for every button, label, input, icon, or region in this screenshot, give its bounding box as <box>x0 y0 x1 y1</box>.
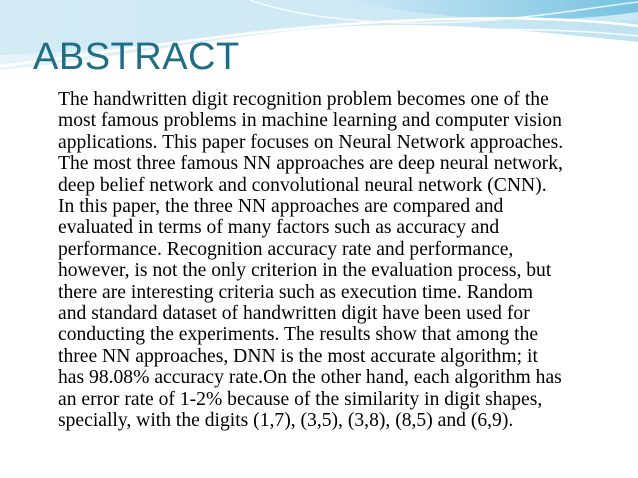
abstract-body <box>58 89 603 432</box>
abstract-line: The handwritten digit recognition problem becomes one of the <box>58 89 549 110</box>
abstract-line: has 98.08% accuracy rate.On the other hand, each algorithm has <box>58 367 562 389</box>
abstract-line: The most three famous NN approaches are deep neural network, <box>58 153 563 175</box>
abstract-line: there are interesting criteria such as execution time. Random <box>58 281 533 303</box>
abstract-line: most famous problems in machine learning and computer vision <box>58 110 562 132</box>
abstract-line: conducting the experiments. The results show that among the <box>58 324 539 346</box>
slide-title: ABSTRACT <box>33 36 240 78</box>
abstract-line: In this paper, the three NN approaches are compared and <box>58 196 504 218</box>
abstract-line: three NN approaches, DNN is the most accurate algorithm; it <box>58 345 538 367</box>
abstract-line: evaluated in terms of many factors such as accuracy and <box>58 217 500 239</box>
abstract-line: an error rate of 1-2% because of the similarity in digit shapes, <box>58 388 543 410</box>
abstract-line: performance. Recognition accuracy rate and performance, <box>58 238 514 260</box>
abstract-line: applications. This paper focuses on Neural Network approaches. <box>58 131 564 153</box>
abstract-line: however, is not the only criterion in the evaluation process, but <box>58 260 552 282</box>
abstract-line: and standard dataset of handwritten digit have been used for <box>58 303 530 325</box>
abstract-line: deep belief network and convolutional neural network (CNN). <box>58 174 547 196</box>
abstract-line: specially, with the digits (1,7), (3,5), (3,8), (8,5) and (6,9). <box>58 410 514 432</box>
